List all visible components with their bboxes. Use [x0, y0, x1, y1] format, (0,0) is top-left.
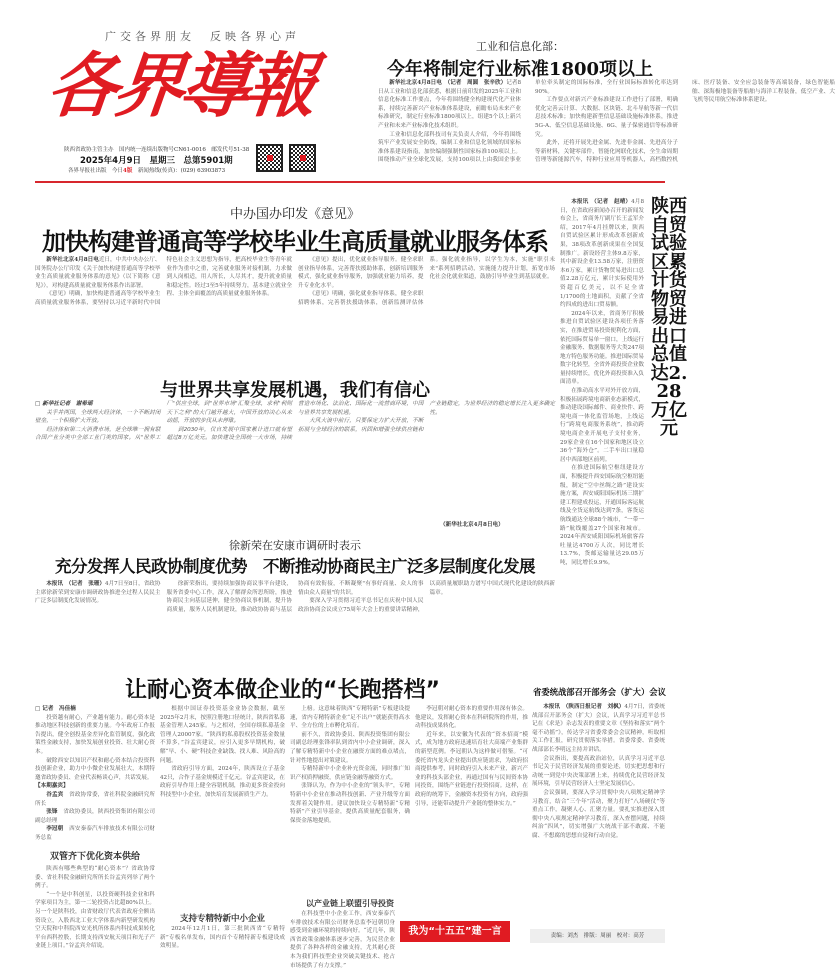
article-col-4: [415, 705, 528, 919]
byline: □ 记者 冯佳楠: [35, 706, 76, 712]
paragraph: 破除西安以知识产权和耐心资本结合投资科技创新企业，助力中小微企业发展壮大，本期特邀省政协委员、企业代表畅谈心声，共话发展。: [35, 757, 155, 781]
paragraph: 陕西有哪些典型的“耐心资本”？省政协常委、省社科院金融研究所所长谷孟宾列举了两个例子。: [35, 866, 155, 890]
subheading: 支持专精特新中小企业: [179, 914, 265, 924]
article-kicker: 工业和信息化部：: [476, 40, 564, 53]
paragraph: 工业和信息化部科技司有关负责人介绍，今年将围绕筑牢产业发展安全防线，编制工业和信息化领域的国家标准体系建设指南，加快编制强制性国家标准100项以上。围绕推动产业全球化发展，支持100项以上由我国企事业单位牵头制定的国际标准，全行业国际标准转化率达到90%。: [378, 80, 678, 164]
paragraph: 上榜。这意味着陕西“专精特新”专板建设提速，省内专精特新企业“足不出户”就能获得高水平、全方位的上市孵化培育。: [290, 706, 410, 730]
byline: 新华社北京4月8日电 （记者 周圆 张辛欣）: [389, 80, 507, 86]
column-banner: 我为“十五五”建一言: [400, 921, 510, 942]
guest-entry: 李冠朝 西安秦泰汽车排放技术有限公司财务总监: [35, 826, 155, 841]
paragraph: 在科技型中小企业工作，西安秦泰汽车排放技术有限公司财务总监李冠朝切身感受到金融环境的持续向好。“近几年，陕西省政策金融体系逐步完善，为民营企业提供了各种各样的金融支持，尤其耐心资本为我们科技型企业突破关键技术、抢占市场提供了有力支撑。”: [290, 911, 395, 969]
guest-entry: 谷孟宾 省政协常委，省社科院金融研究所所长: [35, 791, 155, 807]
paragraph: 此外，还将开展先进金属、先进非金属、先进高分子等新材料，关键零部件，智能化网联化技术，全生命周期管理等新能源汽车，特种行业应用等机器人，高档数控机床、医疗装备、安全应急装备等高端装备，绿色智能船舶、深海极地装备等船舶与海洋工程装备，低空产业、大飞机等民用航空标准体系建设。: [535, 80, 835, 164]
masthead-logo: 各界導報: [43, 44, 317, 127]
publisher-text: 各界导报社出版 今日: [68, 168, 124, 174]
paragraph: 徐新荣指出，要持续加强协商议事平台建设，服务省委中心工作，深入了解群众所思所盼，推进协商民主向基层延伸，健全协商议事机制，提升协商质量，服务人民机制建设，推动政协协商与基层协商有效衔接，不断凝聚"有事好商量、众人的事情由众人商量"的共识。: [166, 581, 424, 613]
article-kicker: 中办国办印发《意见》: [229, 207, 360, 222]
qr-code-icon[interactable]: [289, 144, 316, 172]
article-col-2: [160, 705, 285, 910]
hotline-text: 新闻热线(传真)：(029) 63903873: [132, 168, 226, 174]
subheading: 以产业链上联盟引导投资: [306, 899, 394, 908]
article-headline: 与世界共享发展机遇，我们有信心: [160, 380, 430, 401]
byline: 新华社北京4月8日电: [46, 257, 99, 263]
paragraph: 在推动高水平对外开放方面，积极拓展跨境电商新业态新模式，推动建设国际邮件、商业快件、跨境电商一体化监管场地，上线运行“跨境电商服务系统”，推动跨境电商企业开展电子支付业务，29家企业在16个国家和地区设立36个“海外仓”。二手车出口量稳居中西部地区前列。: [560, 388, 644, 463]
article-body: [35, 580, 555, 650]
section-paragraphs: [35, 865, 155, 951]
paragraph: 根据中国证券投资基金业协会数据，截至2025年2月末，按照注册地口径统计，陕西省私募基金管理人245家。与之相对，全国存续私募基金管理人20007家。“陕西的私募股权投资基金数量不算多，”谷孟宾建议，应引入更多早期机构，破解“早、小、硬”科技企业缺钱、找人难、风险高的问题。: [160, 706, 285, 764]
article-headline: 让耐心资本做企业的“长跑搭档”: [125, 678, 440, 703]
paragraph: 《意见》明确，强化就业指导体系，健全求职招聘体系，完善帮扶援助体系，创新监测评估体系。强化就业指导，以学生为本，实施"职引未来"系列招聘活动，实施能力提升计划，拓宽市场化社会化就业渠道，鼓励引导毕业生到基层就业。: [298, 257, 555, 306]
subheading: 双管齐下优化资本供给: [49, 851, 140, 862]
paragraph: 在推进国际航空枢纽建设方面，积极提升西安国际航空枢纽能级，制定“空中丝绸之路”建设实施方案，西安咸阳国际机场三期扩建工程建成投运，开通国际客运航线及全货运航线达到7条，客货运航线通达全球88个城市，“一带一路”航线覆盖27个国家和城市。2024年西安咸阳国际机场旅客吞吐量达4700万人次，同比增长13.7%，货邮运输量达29.05万吨，同比增长9.9%。: [560, 465, 644, 566]
paragraph: 会议强调，要深入学习贯彻中央八项规定精神学习教育，结合“三个年”活动，聚力打好“八场硬仗”等重点工作，凝聚人心、汇聚力量。要扎实推进深入贯彻中央八项规定精神学习教育，深入查摆问题，持续纠治“四风”，切实增强广大统战干部不敢腐、不能腐、不想腐的思想自觉和行动自觉。: [532, 789, 665, 839]
article-headline: 充分发挥人民政协制度优势 不断推动协商民主广泛多层制度化发展: [55, 557, 535, 576]
masthead-sponsor: 陕西省政协主管主办 国内统一连续出版物号CN61-0016 邮发代号51-38: [64, 147, 250, 153]
paragraph: 《意见》提出，优化就业指导服务。健全求职创业指导体系，完善帮扶援助体系，创新培训服务模式，强化就业指导服务，加强就业能力培养，提升专业化水平。: [298, 257, 424, 289]
article-kicker: 徐新荣在安康市调研时表示: [229, 539, 361, 552]
masthead-publisher: [68, 166, 225, 174]
paragraph: 《意见》明确，加快构建普通高等学校毕业生高质量就业服务体系，要坚持以习近平新时代中国特色社会主义思想为指导，把高校毕业生等青年就业作为重中之重，完善就业服务对接机制，力求做到人岗相适，用人所长，人尽其才，提升就业质量和稳定性。经过3至5年持续努力，基本建立就业全程、主体全面覆盖的高质量就业服务体系。: [35, 257, 292, 306]
paragraph: 到2030年，仅自发展中国家累计进口就有望超过8万亿美元。加快建设全国统一大市场，持续营造市场化、法治化、国际化一流营商环境，中国与世界共享发展机遇。: [166, 401, 424, 442]
paragraph: 2024年12月1日，第三批陕西省“专精特新”专板名单发布，国内首个专精特新专板建设成效明显。: [160, 926, 285, 950]
article-body: [35, 400, 555, 518]
paragraph: 要深入学习贯彻习近平总书记在庆祝中国人民政治协商会议成立75周年大会上的重要讲话精神，以高质量履职助力谱写中国式现代化建设的陕西新篇章。: [298, 581, 555, 613]
qr-code-icon[interactable]: [256, 144, 283, 172]
page-count: 4版: [123, 168, 133, 174]
guests-title: 【本期嘉宾】: [35, 783, 69, 790]
paragraph: 经济体和第二大消费市场，是全球唯一拥有联合国产业分类中全部工业门类的国家。从"世界工厂"供应全球，到"世界市场"汇聚全球，求利"利则天下之利"的大门越开越大，中国开放的决心从未动摇，开放的步伐从未停歇。: [35, 401, 292, 442]
article-headline: 今年将制定行业标准1800项以上: [386, 59, 654, 80]
article-col-1: [35, 705, 155, 950]
paragraph: 省政府引导方面，2024年，陕西设立子基金42只，合作子基金规模近千亿元。谷孟宾建议，在政府引导作用上健全容错机制，推动更多资金投向科技型中小企业，加快培育发展新质生产力。: [160, 766, 285, 798]
paragraph: 本报讯 （记者 张珊）4月7日至8日，省政协主席徐新荣到安康市调研政协推进全过程人民民主广泛多层制度化发展情况。: [35, 581, 161, 605]
article-col-3: [290, 705, 410, 895]
article-headline: 加快构建普通高等学校毕业生高质量就业服务体系: [42, 228, 548, 256]
paragraph: “一个是中科创星，以投资硬科技企业和科学家项目为主，第一二轮投资占比超80%以上。另一个是陕科投，由省财政厅代表省政府全额出资设立，入股西北工业大学体系内新型研发机构空天院和中科院西安光机所体系内科技成果转化平台西科控股，长期支持西安航天项目和光子产业链上项目。”谷孟宾介绍说。: [35, 891, 155, 950]
paragraph: 本报讯 （陕西日报记者 刘枫）4月7日，省委统战部召开部务会（扩大）会议，认真学习习近平总书记在《求是》杂志发表的重要文章《坚持和落实“两个毫不动摇”》，传达学习省委常委会会议精神，听取相关工作汇报，研究贯彻落实举措。省委常委、省委统战部部长李明远主持并讲话。: [532, 704, 665, 753]
article-body: [160, 925, 285, 950]
byline: □ 新华社记者 谢希瑶: [35, 401, 93, 407]
dateline: （新华社北京4月8日电）: [440, 522, 504, 528]
paragraph: 会议指出，要提高政治站位，认真学习习近平总书记关于民营经济发展的重要论述，切实把思想和行动统一到党中央决策部署上来，持续优化民营经济发展环境，引导民营经济人士坚定发展信心。: [532, 755, 665, 788]
article-headline-vertical: 陕西自贸试验区累计货物贸易进出口总值达2.28万亿元: [650, 196, 688, 439]
byline: 本报讯 （记者 张珊）: [46, 581, 105, 587]
paragraph: 大风大浪中前行，只要保定力扩大开放，不断拓展与全球经济的联系，巩固和增强全球供应链和产业链稳定，为世界经济的稳定增长注入更多确定性。: [298, 401, 555, 433]
guest-entry: 张锋 省政协委员，陕西投资集团有限公司副总经理: [35, 809, 155, 824]
guest-name: 李冠朝: [46, 826, 70, 833]
paragraph: 2024年以来，省商务厅积极推进自贸试验区建设各项任务落实，在推进贸易投资便利化方面，依托国际贸易单一窗口，上线运行金融服务、数据服务等大类247项地方特色服务功能。推进国际贸易数字化转型，全省外商投资企业数量持续增长，优化外商投资准入负面清单。: [560, 310, 644, 386]
paragraph: 投资越有耐心，产业越有能力。耐心资本是推动地区科技创新的重要力量。今年政府工作报告提出，健全创投基金差异化监管制度，强化政策性金融支持，加快发展创业投资、壮大耐心资本。: [35, 714, 155, 755]
paragraph: 关乎并两国，全球两大经济体，一个不断封闭壁垒，一个积极扩大开放。: [35, 409, 161, 425]
article-body: [290, 910, 395, 969]
intro-paragraphs: [35, 714, 155, 783]
divider: [35, 181, 665, 183]
article-body: [560, 198, 644, 658]
paragraph: 前不久，省政协委员、陕西投资集团有限公司副总经理张锋率队到省内中小企业调研，深入了解专精特新中小企业在融资方面的难点堵点，针对性地提出对策建议。: [290, 731, 410, 764]
issue-date: 2025年4月9日 星期三 总第5901期: [80, 156, 233, 166]
paragraph: 新华社北京4月8日电近日，中共中央办公厅、国务院办公厅印发《关于加快构建普通高等学校毕业生高质量就业服务体系的意见》（以下简称《意见》），对构建高质量就业服务体系作出部署。: [35, 257, 161, 289]
guest-list: [35, 791, 155, 843]
paragraph: 近年来，以安徽为代表的“资本招商”模式，成为地方政府迅速培育壮大高端产业集群的新型范例。李冠朝认为这样做可借鉴。“可委托省内龙头企业提出供应链需求，为政府招商提供参考，同时政府引入未来产业，新兴产业的科技头部企业，再通过国有与民间资本协同投资，围绕产业链进行投资招商。这样，在政府的统筹下，金融资本投资有方向，政府强引导，还能带动提升产业链的整体实力。”: [415, 731, 528, 807]
byline: 本报讯 （陕西日报记者 刘枫）: [543, 704, 625, 710]
article-headline: 省委统战部召开部务会（扩大）会议: [533, 687, 666, 697]
guest-name: 张锋: [46, 809, 64, 816]
byline: 本报讯 （记者 赵晴）: [571, 199, 632, 205]
editor-credits: 责编：刘杰 排版：周丽 校对：高芳: [530, 929, 665, 943]
article-body: [532, 703, 665, 925]
guest-name: 谷孟宾: [46, 791, 70, 798]
masthead-slogan: 广交各界朋友 反映各界心声: [105, 30, 300, 43]
paragraph: 李冠朝对耐心资本的重要作用深有体会。他建议，发挥耐心资本在科研院所的作用，推动科技成果转化。: [415, 706, 528, 730]
article-body: [378, 79, 835, 171]
paragraph: 工作要点对新兴产业标准建设工作进行了部署，明确优化完善云计算、大数据、区块链、北斗导航等新一代信息技术标准；加快构建新型信息基础设施标准体系，推进5G-A、低空信息基础设施、6G、量子保密通信等标准研究。: [535, 97, 678, 138]
paragraph: 本报讯 （记者 赵晴）4月8日，在省政府新闻办召开的新闻发布会上，省商务厅副厅长王孟军介绍，2017年4月挂牌以来，陕西自贸试验区累计形成改革创新成果，38项改革创新成果在全国复制推广。新设经营主体9.8万家，其中新设企业13.58万家，注册资本6万家，累计货物贸易进出口总值2.28万亿元，累计实际使用外资超百亿美元，以不足全省1/1700的土地面积，贡献了全省约四成的进出口贸易额。: [560, 199, 644, 309]
paragraph: 新华社北京4月8日电 （记者 周圆 张辛欣）记者8日从工业和信息化部获悉，根据日前印发的2025年工业和信息化标准工作要点，今年将围绕健全构建现代化产业体系，持续完善新兴产业标准体系建设，前瞻布局未来产业标准研究，制定行业标准1800项以上，组建5个以上新兴产业和未来产业标准化技术组织。: [378, 80, 521, 129]
paragraph: 专精特新中小企业补充资金流，同时推广知识产权质押融资，供应链金融等融资方式。: [290, 766, 410, 781]
article-body: [35, 256, 555, 356]
paragraph: 张锋认为，作为中小企业的“领头羊”，专精特新中小企业在推动科技创新、产业升级等方面发挥着关键作用。建议加快设立专精特新“专精特新”产业引导基金，提供高质量配套服务，确保资金落地提质。: [290, 783, 410, 824]
